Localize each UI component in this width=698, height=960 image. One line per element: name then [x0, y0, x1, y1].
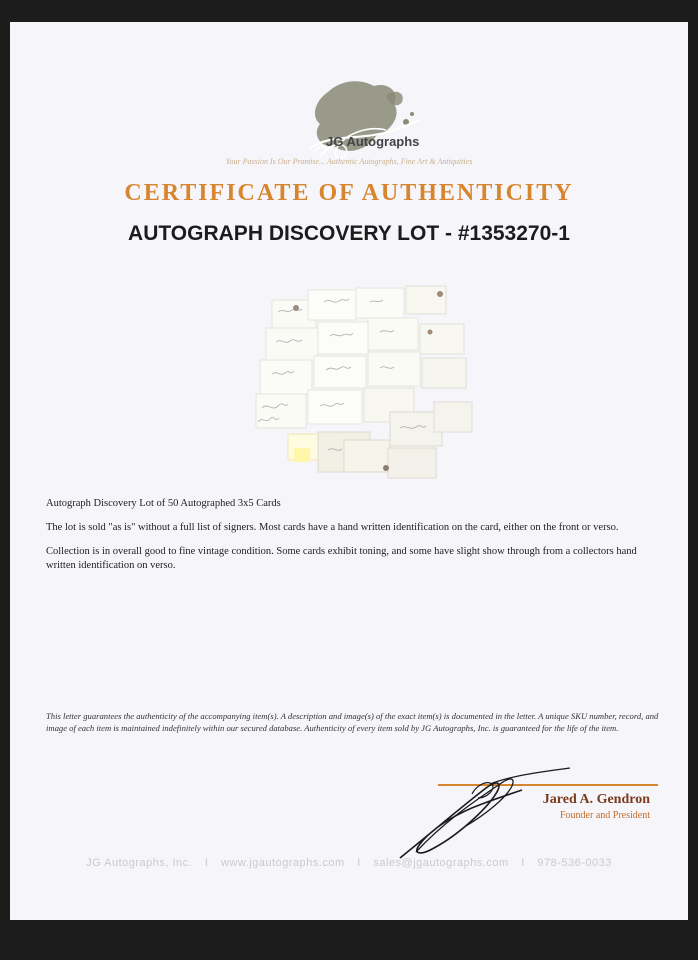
footer-separator: I — [521, 857, 525, 869]
footer-company: JG Autographs, Inc. — [86, 857, 193, 869]
brand-tagline: Your Passion Is Our Promise... Authentic Autographs, Fine Art & Antiquities — [225, 157, 473, 166]
autograph-cards-photo — [238, 272, 478, 482]
footer-website: www.jgautographs.com — [220, 857, 345, 869]
guarantee-statement: This letter guarantees the authenticity of the accompanying item(s). A description and image(s) of the exact item(s) is documented in the letter. A unique SKU number, record, and image of each item is maintained indefinitely within our secured database. Authenticity of every item sold by JG Autographs, Inc. is guaranteed for the life of the item. — [46, 711, 659, 733]
footer-contact — [10, 857, 688, 869]
footer-separator: I — [357, 857, 361, 869]
certificate-title: CERTIFICATE OF AUTHENTICITY — [124, 180, 574, 206]
signer-title: Founder and President — [560, 810, 650, 821]
description-paragraph-1: The lot is sold "as is" without a full list of signers. Most cards have a hand written identification on the card, either on the front or verso. — [46, 522, 619, 533]
signer-name: Jared A. Gendron — [542, 792, 650, 807]
footer-separator: I — [204, 857, 209, 869]
certificate-page — [10, 22, 688, 920]
description-paragraph-2: Collection is in overall good to fine vintage condition. Some cards exhibit toning, and some have slight show through from a collectors hand written identification on verso. — [46, 546, 637, 571]
lot-description — [46, 497, 666, 583]
footer-phone: 978-536-0033 — [537, 857, 612, 869]
footer-email: sales@jgautographs.com — [373, 857, 509, 869]
brand-name: JG Autographs — [326, 134, 420, 149]
description-heading: Autograph Discovery Lot of 50 Autographed 3x5 Cards — [46, 498, 281, 509]
lot-title: AUTOGRAPH DISCOVERY LOT - #1353270-1 — [128, 222, 570, 245]
